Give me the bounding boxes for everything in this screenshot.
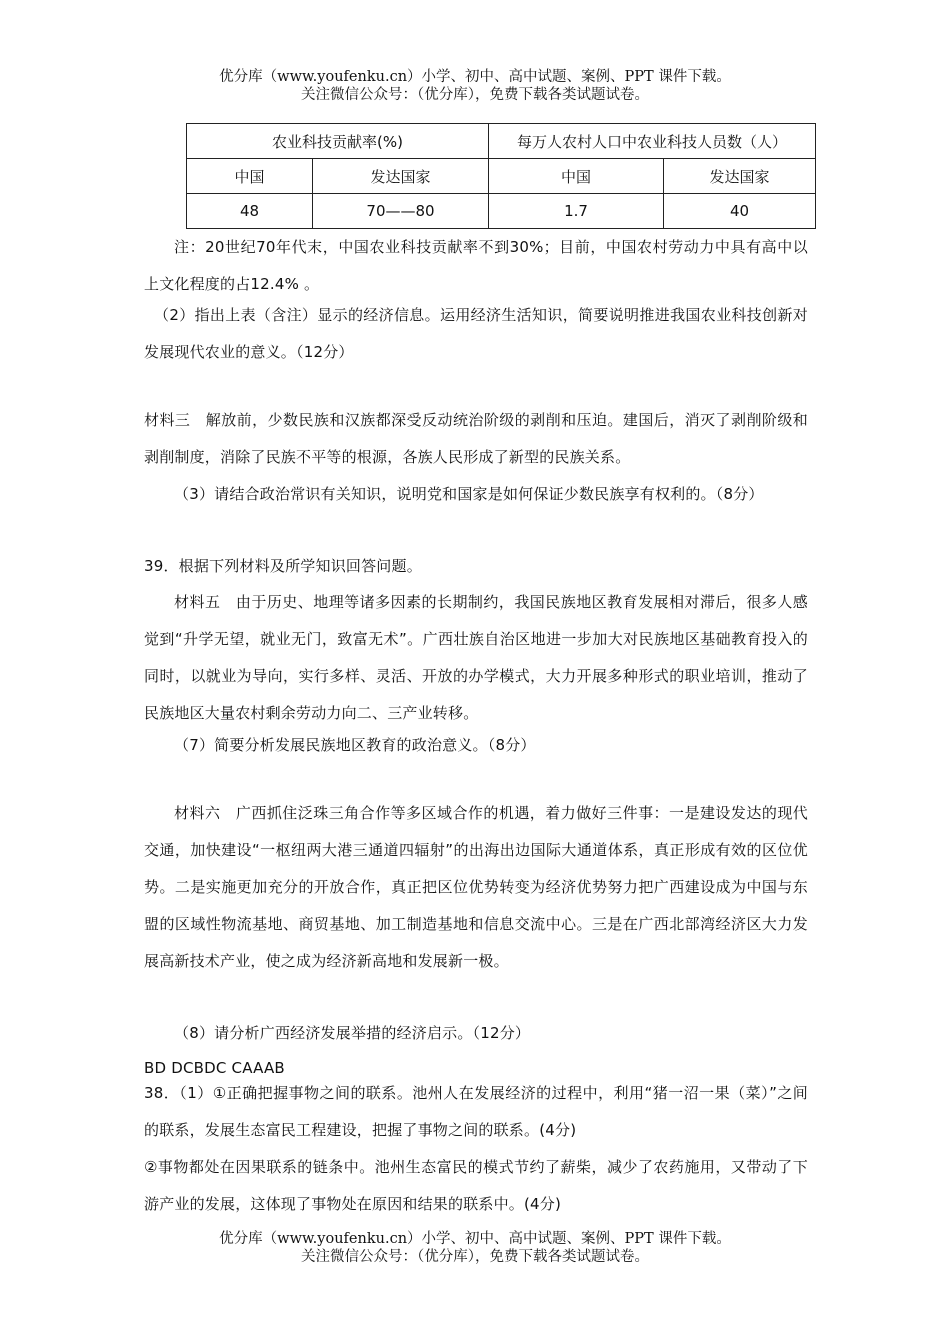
material-5: 材料五 由于历史、地理等诸多因素的长期制约，我国民族地区教育发展相对滞后，很多人感觉到“升学无望，就业无门，致富无术”。广西壮族自治区地进一步加大对民族地区基础教育投入的同时，以就业为导向，实行多样、灵活、开放的办学模式，大力开展多种形式的职业培训，推动了民族地区大量农村剩余劳动力向二、三产业转移。 xyxy=(144,593,808,722)
question-7: （7）简要分析发展民族地区教育的政治意义。（8分） xyxy=(174,736,536,754)
statistics-table xyxy=(186,123,816,229)
table-cell: 70——80 xyxy=(313,194,489,229)
header-line-2: 关注微信公众号：（优分库），免费下载各类试题试卷。 xyxy=(301,87,649,103)
header-tech-personnel: 每万人农村人口中农业科技人员数（人） xyxy=(489,124,816,159)
table-row xyxy=(187,194,816,229)
footer-line-1: 优分库（www.youfenku.cn）小学、初中、高中试题、案例、PPT 课件下载。 xyxy=(219,1231,731,1247)
page-header xyxy=(0,68,950,104)
footer-line-2: 关注微信公众号：（优分库），免费下载各类试题试卷。 xyxy=(301,1249,649,1265)
table-note: 注：20世纪70年代末，中国农业科技贡献率不到30%；目前，中国农村劳动力中具有高中以上文化程度的占12.4% 。 xyxy=(144,238,808,293)
answer-key: BD DCBDC CAAAB xyxy=(144,1059,285,1077)
question-39: 39．根据下列材料及所学知识回答问题。 xyxy=(144,557,422,575)
subheader-developed-1: 发达国家 xyxy=(313,159,489,194)
question-2: （2）指出上表（含注）显示的经济信息。运用经济生活知识，简要说明推进我国农业科技创新对发展现代农业的意义。（12分） xyxy=(144,306,808,361)
table-header-row xyxy=(187,124,816,159)
question-3: （3）请结合政治常识有关知识，说明党和国家是如何保证少数民族享有权利的。（8分） xyxy=(174,485,764,503)
material-6: 材料六 广西抓住泛珠三角合作等多区域合作的机遇，着力做好三件事：一是建设发达的现代交通，加快建设“一枢纽两大港三通道四辐射”的出海出边国际大通道体系，真正形成有效的区位优势。二是实施更加充分的开放合作，真正把区位优势转变为经济优势努力把广西建设成为中国与东盟的区域性物流基地、商贸基地、加工制造基地和信息交流中心。三是在广西北部湾经济区大力发展高新技术产业，使之成为经济新高地和发展新一极。 xyxy=(144,804,808,970)
header-line-1: 优分库（www.youfenku.cn）小学、初中、高中试题、案例、PPT 课件下载。 xyxy=(219,69,731,85)
material-3: 材料三 解放前，少数民族和汉族都深受反动统治阶级的剥削和压迫。建国后，消灭了剥削阶级和剥削制度，消除了民族不平等的根源，各族人民形成了新型的民族关系。 xyxy=(144,411,808,466)
answer-38-2: ②事物都处在因果联系的链条中。池州生态富民的模式节约了薪柴，减少了农药施用，又带动了下游产业的发展，这体现了事物处在原因和结果的联系中。(4分) xyxy=(144,1158,808,1213)
table-cell: 1.7 xyxy=(489,194,664,229)
subheader-china-1: 中国 xyxy=(187,159,313,194)
answer-38-1: 38．（1）①正确把握事物之间的联系。池州人在发展经济的过程中，利用“猪一沼一果（菜）”之间的联系，发展生态富民工程建设，把握了事物之间的联系。(4分) xyxy=(144,1084,808,1139)
subheader-china-2: 中国 xyxy=(489,159,664,194)
table-subheader-row xyxy=(187,159,816,194)
table-cell: 40 xyxy=(664,194,816,229)
question-8: （8）请分析广西经济发展举措的经济启示。（12分） xyxy=(174,1024,531,1042)
table-cell: 48 xyxy=(187,194,313,229)
page-footer xyxy=(0,1230,950,1266)
header-tech-contribution: 农业科技贡献率(%) xyxy=(187,124,489,159)
subheader-developed-2: 发达国家 xyxy=(664,159,816,194)
